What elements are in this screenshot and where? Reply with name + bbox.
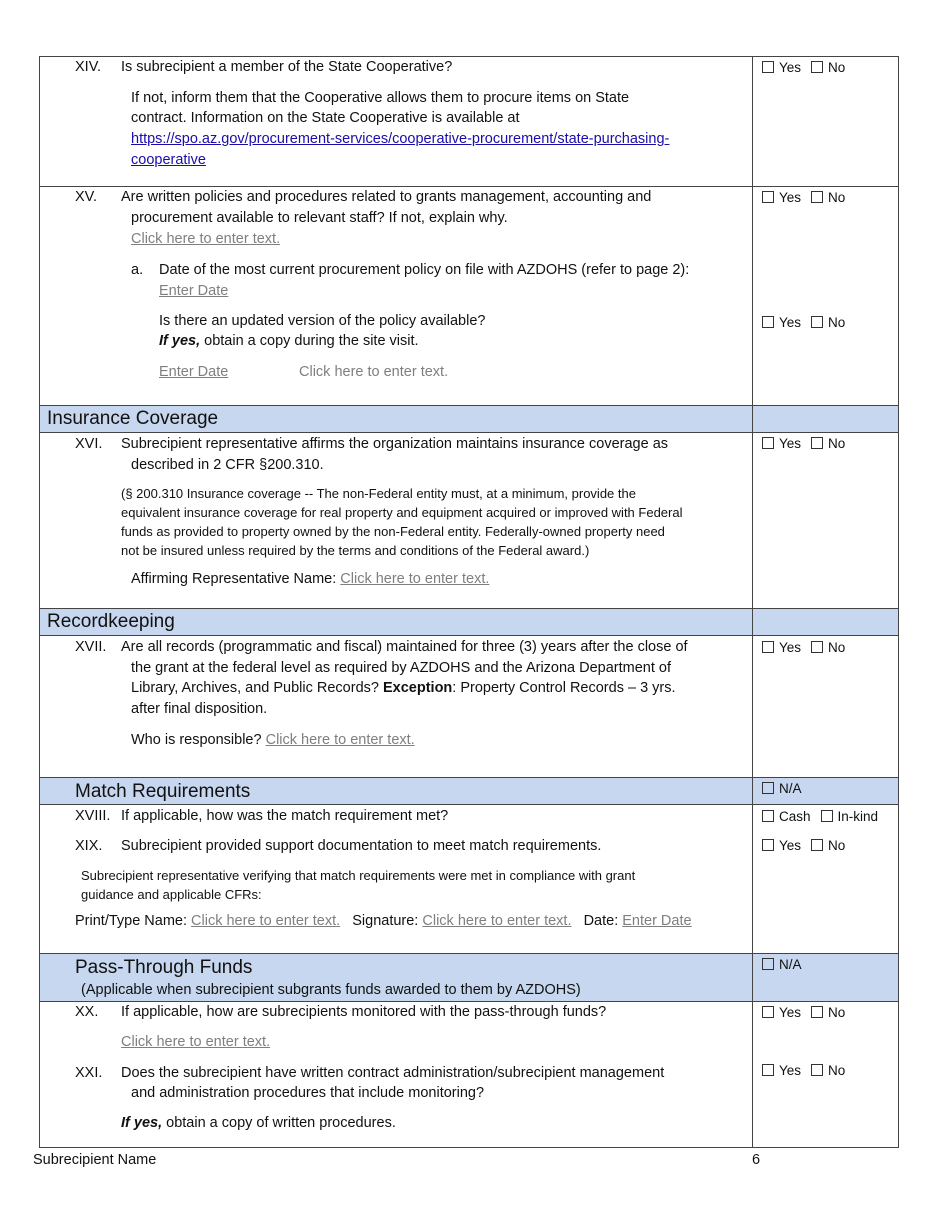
item-number: XIX.	[75, 838, 103, 854]
rep-name-field	[131, 569, 489, 590]
section-subtitle: (Applicable when subrecipient subgrants funds awarded to them by AZDOHS)	[81, 982, 581, 998]
yes-no-checkbox-group	[762, 835, 845, 856]
item-number: XVIII.	[75, 808, 111, 824]
cash-checkbox[interactable]	[762, 810, 774, 822]
line-part: : Property Control Records – 3 yrs.	[452, 680, 676, 696]
question-text: described in 2 CFR §200.310.	[131, 457, 324, 473]
responsible-field	[131, 730, 415, 751]
question-text: Is there an updated version of the policy available?	[159, 313, 486, 329]
date-input-placeholder[interactable]: Enter Date	[159, 364, 229, 380]
no-checkbox[interactable]	[811, 437, 823, 449]
section-title: Insurance Coverage	[47, 408, 219, 429]
question-text: Does the subrecipient have written contract administration/subrecipient management	[121, 1065, 665, 1081]
cooperative-link[interactable]: https://spo.az.gov/procurement-services/cooperative-procurement/state-purchasing-	[131, 131, 670, 147]
row-divider	[39, 635, 899, 636]
citation-text: not be insured unless required by the terms and conditions of the Federal award.)	[121, 543, 590, 558]
instruction-text	[159, 331, 419, 352]
note-text: If not, inform them that the Cooperative allows them to procure items on State	[131, 90, 630, 106]
yes-no-checkbox-group	[762, 1060, 845, 1081]
item-number: XX.	[75, 1004, 99, 1020]
yes-no-checkbox-group	[762, 187, 845, 208]
cash-label: Cash	[779, 809, 811, 824]
if-yes-label: If yes,	[121, 1115, 163, 1131]
yes-label: Yes	[779, 436, 802, 451]
question-text	[131, 678, 676, 699]
yes-no-checkbox-group	[762, 57, 845, 78]
date-input[interactable]: Enter Date	[622, 913, 692, 929]
no-checkbox[interactable]	[811, 61, 823, 73]
cooperative-link[interactable]: cooperative	[131, 152, 206, 168]
column-divider	[752, 56, 753, 1148]
question-text: Is subrecipient a member of the State Cooperative?	[121, 59, 453, 75]
date-input-placeholder[interactable]: Enter Date	[159, 283, 229, 299]
inkind-checkbox[interactable]	[821, 810, 833, 822]
question-text: Subrecipient representative affirms the organization maintains insurance coverage as	[121, 436, 669, 452]
no-label: No	[828, 436, 846, 451]
no-label: No	[828, 315, 846, 330]
yes-checkbox[interactable]	[762, 191, 774, 203]
signature-line	[75, 911, 692, 932]
section-title: Pass-Through Funds	[75, 957, 253, 978]
no-label: No	[828, 1005, 846, 1020]
yes-label: Yes	[779, 315, 802, 330]
no-label: No	[828, 60, 846, 75]
yes-checkbox[interactable]	[762, 839, 774, 851]
no-label: No	[828, 1063, 846, 1078]
cash-inkind-checkbox-group	[762, 806, 878, 827]
sub-item-text: Date of the most current procurement policy on file with AZDOHS (refer to page 2):	[159, 262, 690, 278]
yes-label: Yes	[779, 60, 802, 75]
item-number: XIV.	[75, 59, 102, 75]
yes-no-checkbox-group	[762, 433, 845, 454]
yes-label: Yes	[779, 838, 802, 853]
na-checkbox-group	[762, 778, 802, 799]
text-input-placeholder[interactable]: Click here to enter text.	[131, 231, 281, 247]
yes-label: Yes	[779, 640, 802, 655]
na-label: N/A	[779, 781, 802, 796]
na-checkbox[interactable]	[762, 782, 774, 794]
signature-label: Signature:	[352, 913, 423, 929]
yes-label: Yes	[779, 190, 802, 205]
no-label: No	[828, 838, 846, 853]
footer-subrecipient-name: Subrecipient Name	[33, 1152, 157, 1168]
verification-text: Subrecipient representative verifying that match requirements were met in compliance with grant	[81, 868, 636, 883]
yes-no-checkbox-group	[762, 1002, 845, 1023]
row-divider	[39, 608, 899, 609]
section-title: Match Requirements	[75, 781, 251, 802]
yes-label: Yes	[779, 1005, 802, 1020]
responsible-label: Who is responsible?	[131, 732, 266, 748]
yes-checkbox[interactable]	[762, 316, 774, 328]
signature-input[interactable]: Click here to enter text.	[422, 913, 572, 929]
instruction-rest: obtain a copy of written procedures.	[162, 1115, 396, 1131]
no-label: No	[828, 640, 846, 655]
yes-no-checkbox-group	[762, 637, 845, 658]
yes-checkbox[interactable]	[762, 641, 774, 653]
na-label: N/A	[779, 957, 802, 972]
rep-name-input[interactable]: Click here to enter text.	[340, 571, 490, 587]
instruction-rest: obtain a copy during the site visit.	[200, 333, 419, 349]
no-checkbox[interactable]	[811, 1006, 823, 1018]
exception-label: Exception	[383, 680, 453, 696]
text-input-placeholder[interactable]: Click here to enter text.	[299, 364, 449, 380]
text-input-placeholder[interactable]: Click here to enter text.	[121, 1034, 271, 1050]
no-checkbox[interactable]	[811, 1064, 823, 1076]
line-part: Library, Archives, and Public Records?	[131, 680, 383, 696]
citation-text: equivalent insurance coverage for real property and equipment acquired or improved with Federal	[121, 505, 683, 520]
na-checkbox-group	[762, 954, 802, 975]
if-yes-label: If yes,	[159, 333, 201, 349]
item-number: XVI.	[75, 436, 103, 452]
instruction-text	[121, 1113, 396, 1134]
yes-no-checkbox-group	[762, 312, 845, 333]
print-name-input[interactable]: Click here to enter text.	[191, 913, 341, 929]
question-text: If applicable, how are subrecipients monitored with the pass-through funds?	[121, 1004, 607, 1020]
yes-checkbox[interactable]	[762, 1064, 774, 1076]
no-checkbox[interactable]	[811, 641, 823, 653]
no-checkbox[interactable]	[811, 316, 823, 328]
section-title: Recordkeeping	[47, 611, 175, 632]
responsible-input[interactable]: Click here to enter text.	[265, 732, 415, 748]
na-checkbox[interactable]	[762, 958, 774, 970]
question-text: Are all records (programmatic and fiscal) maintained for three (3) years after the close of	[121, 639, 688, 655]
no-checkbox[interactable]	[811, 839, 823, 851]
yes-checkbox[interactable]	[762, 1006, 774, 1018]
note-text: contract. Information on the State Cooperative is available at	[131, 110, 520, 126]
page-number: 6	[752, 1152, 761, 1168]
question-text: Subrecipient provided support documentation to meet match requirements.	[121, 838, 602, 854]
no-checkbox[interactable]	[811, 191, 823, 203]
date-label: Date:	[583, 913, 623, 929]
yes-checkbox[interactable]	[762, 437, 774, 449]
question-text: after final disposition.	[131, 701, 268, 717]
item-number: XVII.	[75, 639, 107, 655]
question-text: procurement available to relevant staff? If not, explain why.	[131, 210, 508, 226]
yes-checkbox[interactable]	[762, 61, 774, 73]
yes-label: Yes	[779, 1063, 802, 1078]
print-name-label: Print/Type Name:	[75, 913, 192, 929]
rep-name-label: Affirming Representative Name:	[131, 571, 341, 587]
question-text: and administration procedures that include monitoring?	[131, 1085, 485, 1101]
question-text: Are written policies and procedures related to grants management, accounting and	[121, 189, 652, 205]
verification-text: guidance and applicable CFRs:	[81, 887, 262, 902]
no-label: No	[828, 190, 846, 205]
inkind-label: In-kind	[837, 809, 879, 824]
row-divider	[39, 405, 899, 406]
citation-text: funds as provided to property owned by the non-Federal entity. Federally-owned property need	[121, 524, 665, 539]
question-text: the grant at the federal level as required by AZDOHS and the Arizona Department of	[131, 660, 672, 676]
citation-text: (§ 200.310 Insurance coverage -- The non-Federal entity must, at a minimum, provide the	[121, 486, 636, 501]
row-divider	[39, 804, 899, 805]
item-number: XV.	[75, 189, 98, 205]
item-number: XXI.	[75, 1065, 103, 1081]
question-text: If applicable, how was the match requirement met?	[121, 808, 449, 824]
sub-item-label: a.	[131, 262, 144, 278]
